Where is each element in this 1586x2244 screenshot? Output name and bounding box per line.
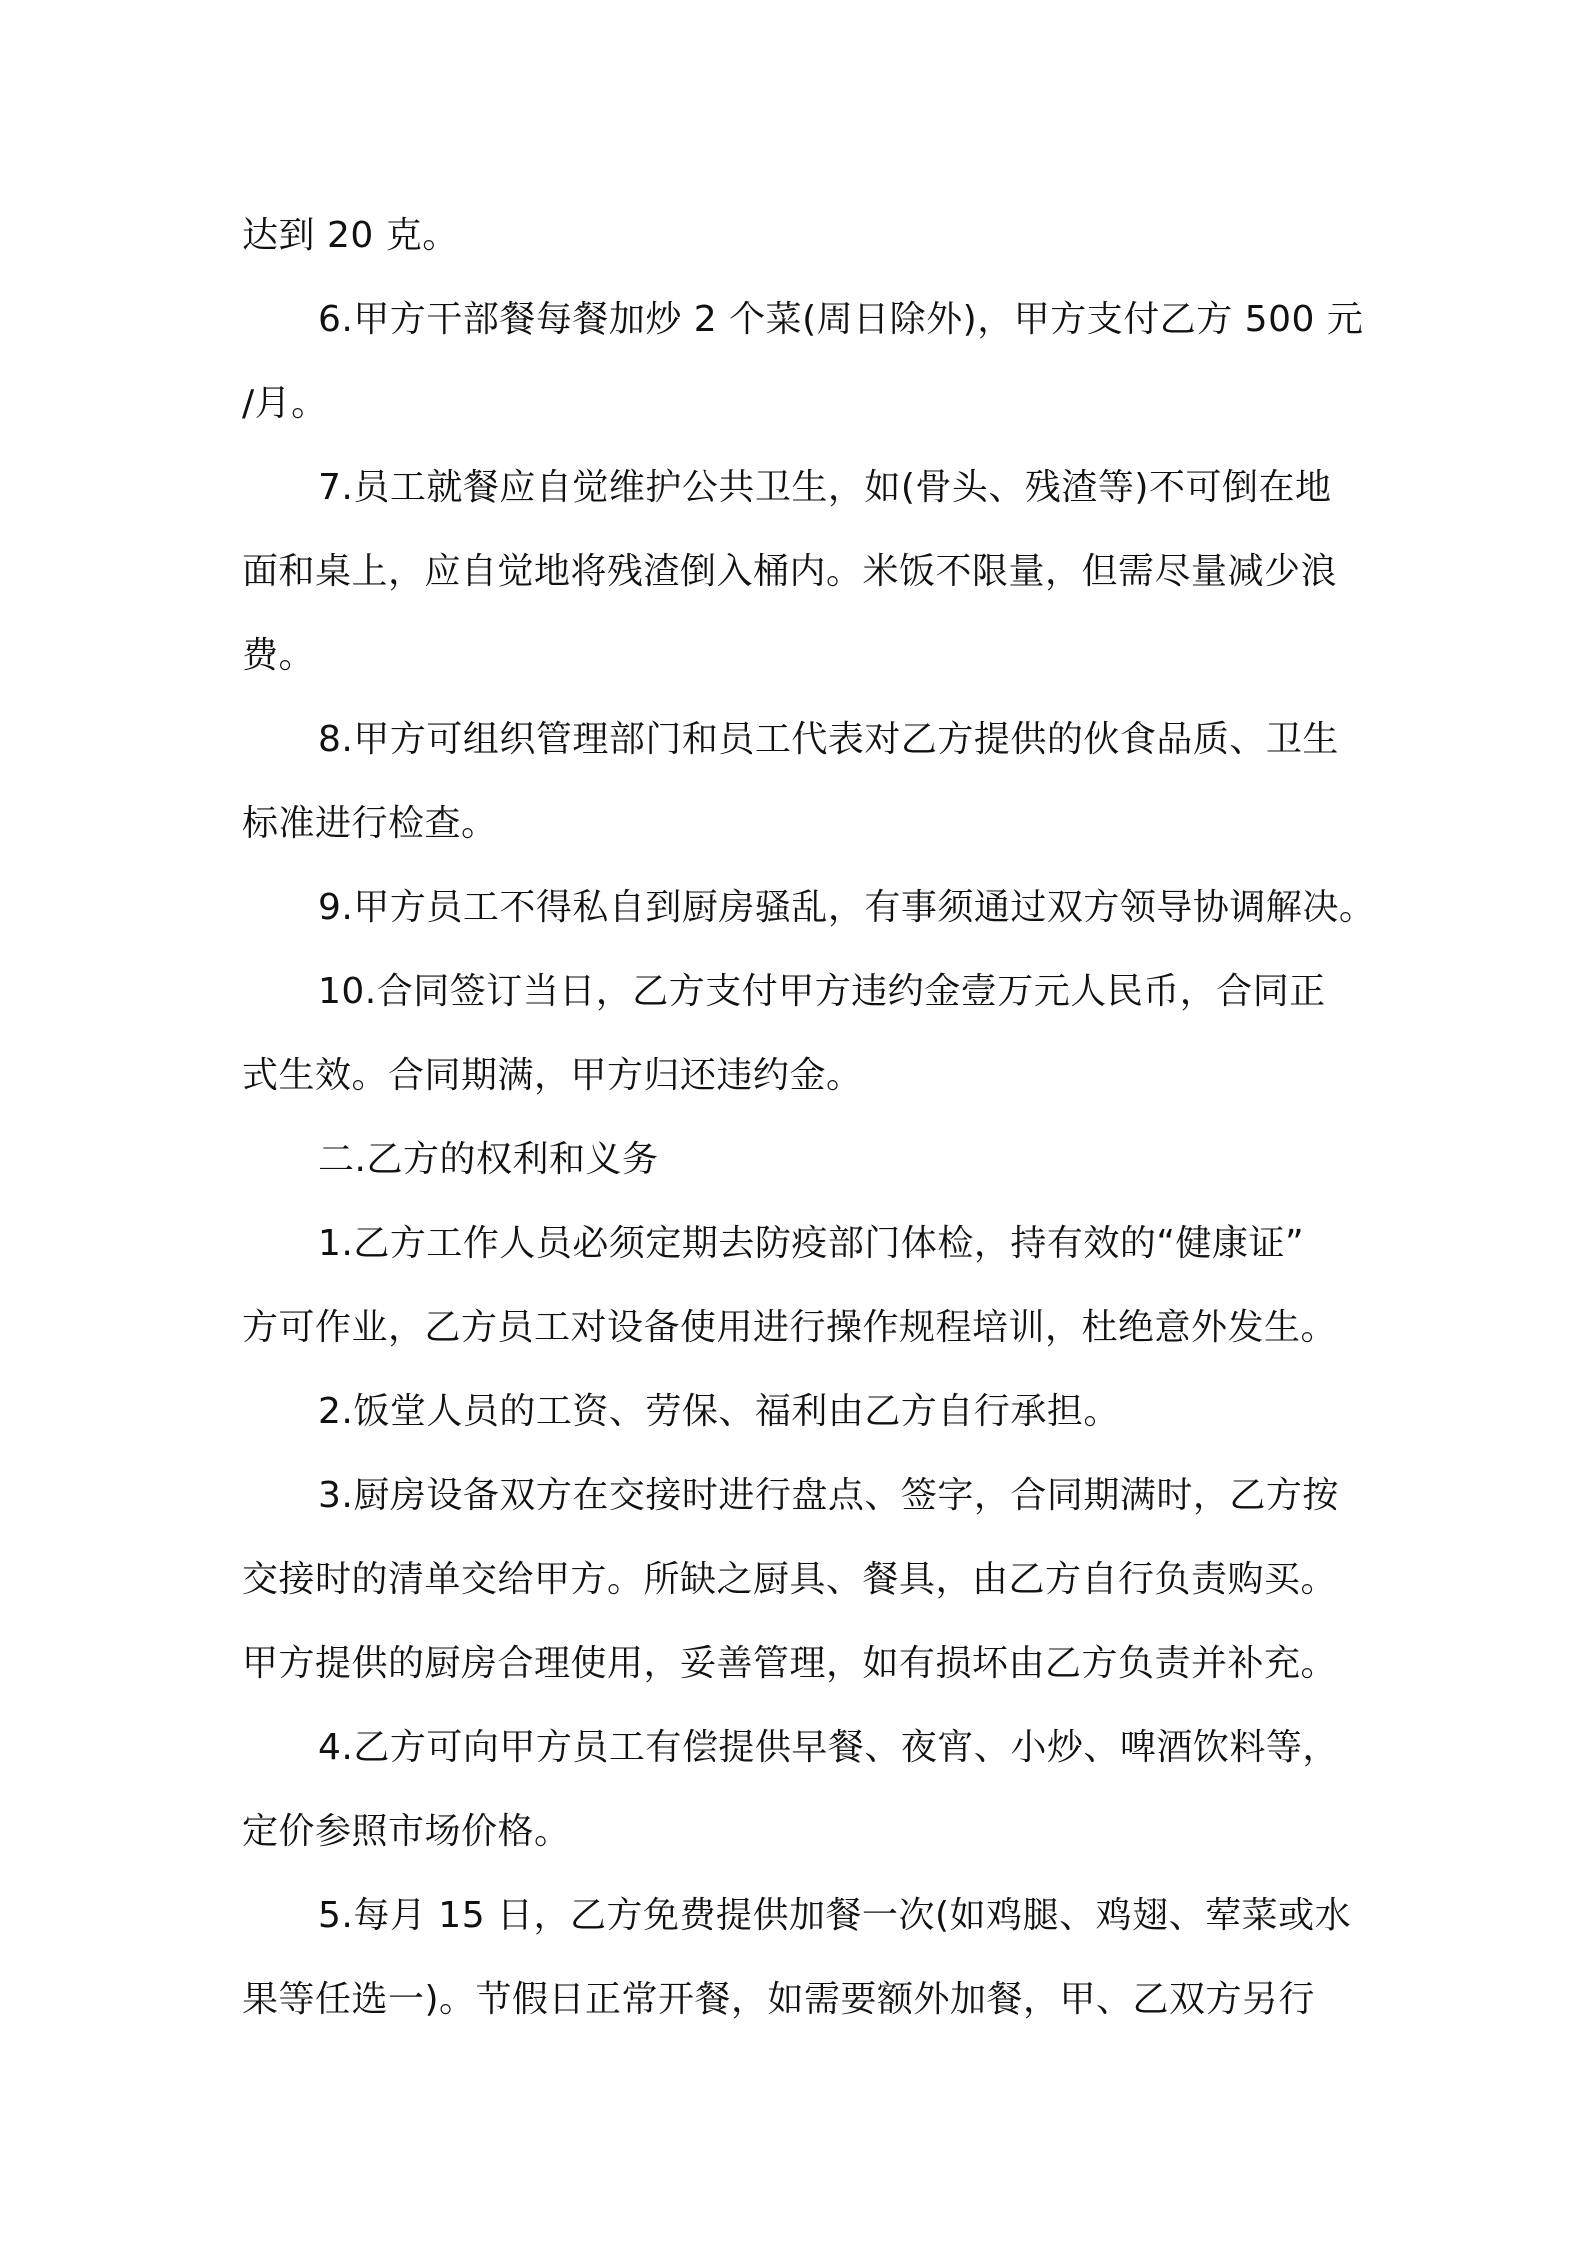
section-heading: 二.乙方的权利和义务 bbox=[318, 1139, 659, 1180]
text-line-5: 面和桌上，应自觉地将残渣倒入桶内。米饭不限量，但需尽量减少浪 bbox=[242, 551, 1338, 592]
text-line-15: 2.饭堂人员的工资、劳保、福利由乙方自行承担。 bbox=[318, 1391, 1120, 1432]
text-line-18: 甲方提供的厨房合理使用，妥善管理，如有损坏由乙方负责并补充。 bbox=[242, 1643, 1338, 1684]
text-line-1: 达到 20 克。 bbox=[242, 215, 459, 256]
text-line-19: 4.乙方可向甲方员工有偿提供早餐、夜宵、小炒、啤酒饮料等， bbox=[318, 1727, 1339, 1768]
text-line-7: 8.甲方可组织管理部门和员工代表对乙方提供的伙食品质、卫生 bbox=[318, 719, 1339, 760]
text-line-16: 3.厨房设备双方在交接时进行盘点、签字，合同期满时，乙方按 bbox=[318, 1475, 1339, 1516]
text-line-8: 标准进行检查。 bbox=[242, 803, 498, 844]
text-line-2: 6.甲方干部餐每餐加炒 2 个菜(周日除外)，甲方支付乙方 500 元 bbox=[318, 299, 1364, 340]
text-line-4: 7.员工就餐应自觉维护公共卫生，如(骨头、残渣等)不可倒在地 bbox=[318, 467, 1332, 508]
text-line-6: 费。 bbox=[242, 635, 316, 676]
text-line-13: 1.乙方工作人员必须定期去防疫部门体检，持有效的“健康证” bbox=[318, 1223, 1305, 1264]
text-line-20: 定价参照市场价格。 bbox=[242, 1811, 571, 1852]
text-line-3: /月。 bbox=[242, 383, 328, 424]
text-line-9: 9.甲方员工不得私自到厨房骚乱，有事须通过双方领导协调解决。 bbox=[318, 887, 1376, 928]
text-line-11: 式生效。合同期满，甲方归还违约金。 bbox=[242, 1055, 863, 1096]
text-line-10: 10.合同签订当日，乙方支付甲方违约金壹万元人民币，合同正 bbox=[318, 971, 1326, 1012]
text-line-17: 交接时的清单交给甲方。所缺之厨具、餐具，由乙方自行负责购买。 bbox=[242, 1559, 1338, 1600]
text-line-14: 方可作业，乙方员工对设备使用进行操作规程培训，杜绝意外发生。 bbox=[242, 1307, 1338, 1348]
text-line-21: 5.每月 15 日，乙方免费提供加餐一次(如鸡腿、鸡翅、荤菜或水 bbox=[318, 1895, 1352, 1936]
text-line-22: 果等任选一)。节假日正常开餐，如需要额外加餐，甲、乙双方另行 bbox=[242, 1979, 1316, 2020]
document-body bbox=[242, 194, 1376, 2042]
